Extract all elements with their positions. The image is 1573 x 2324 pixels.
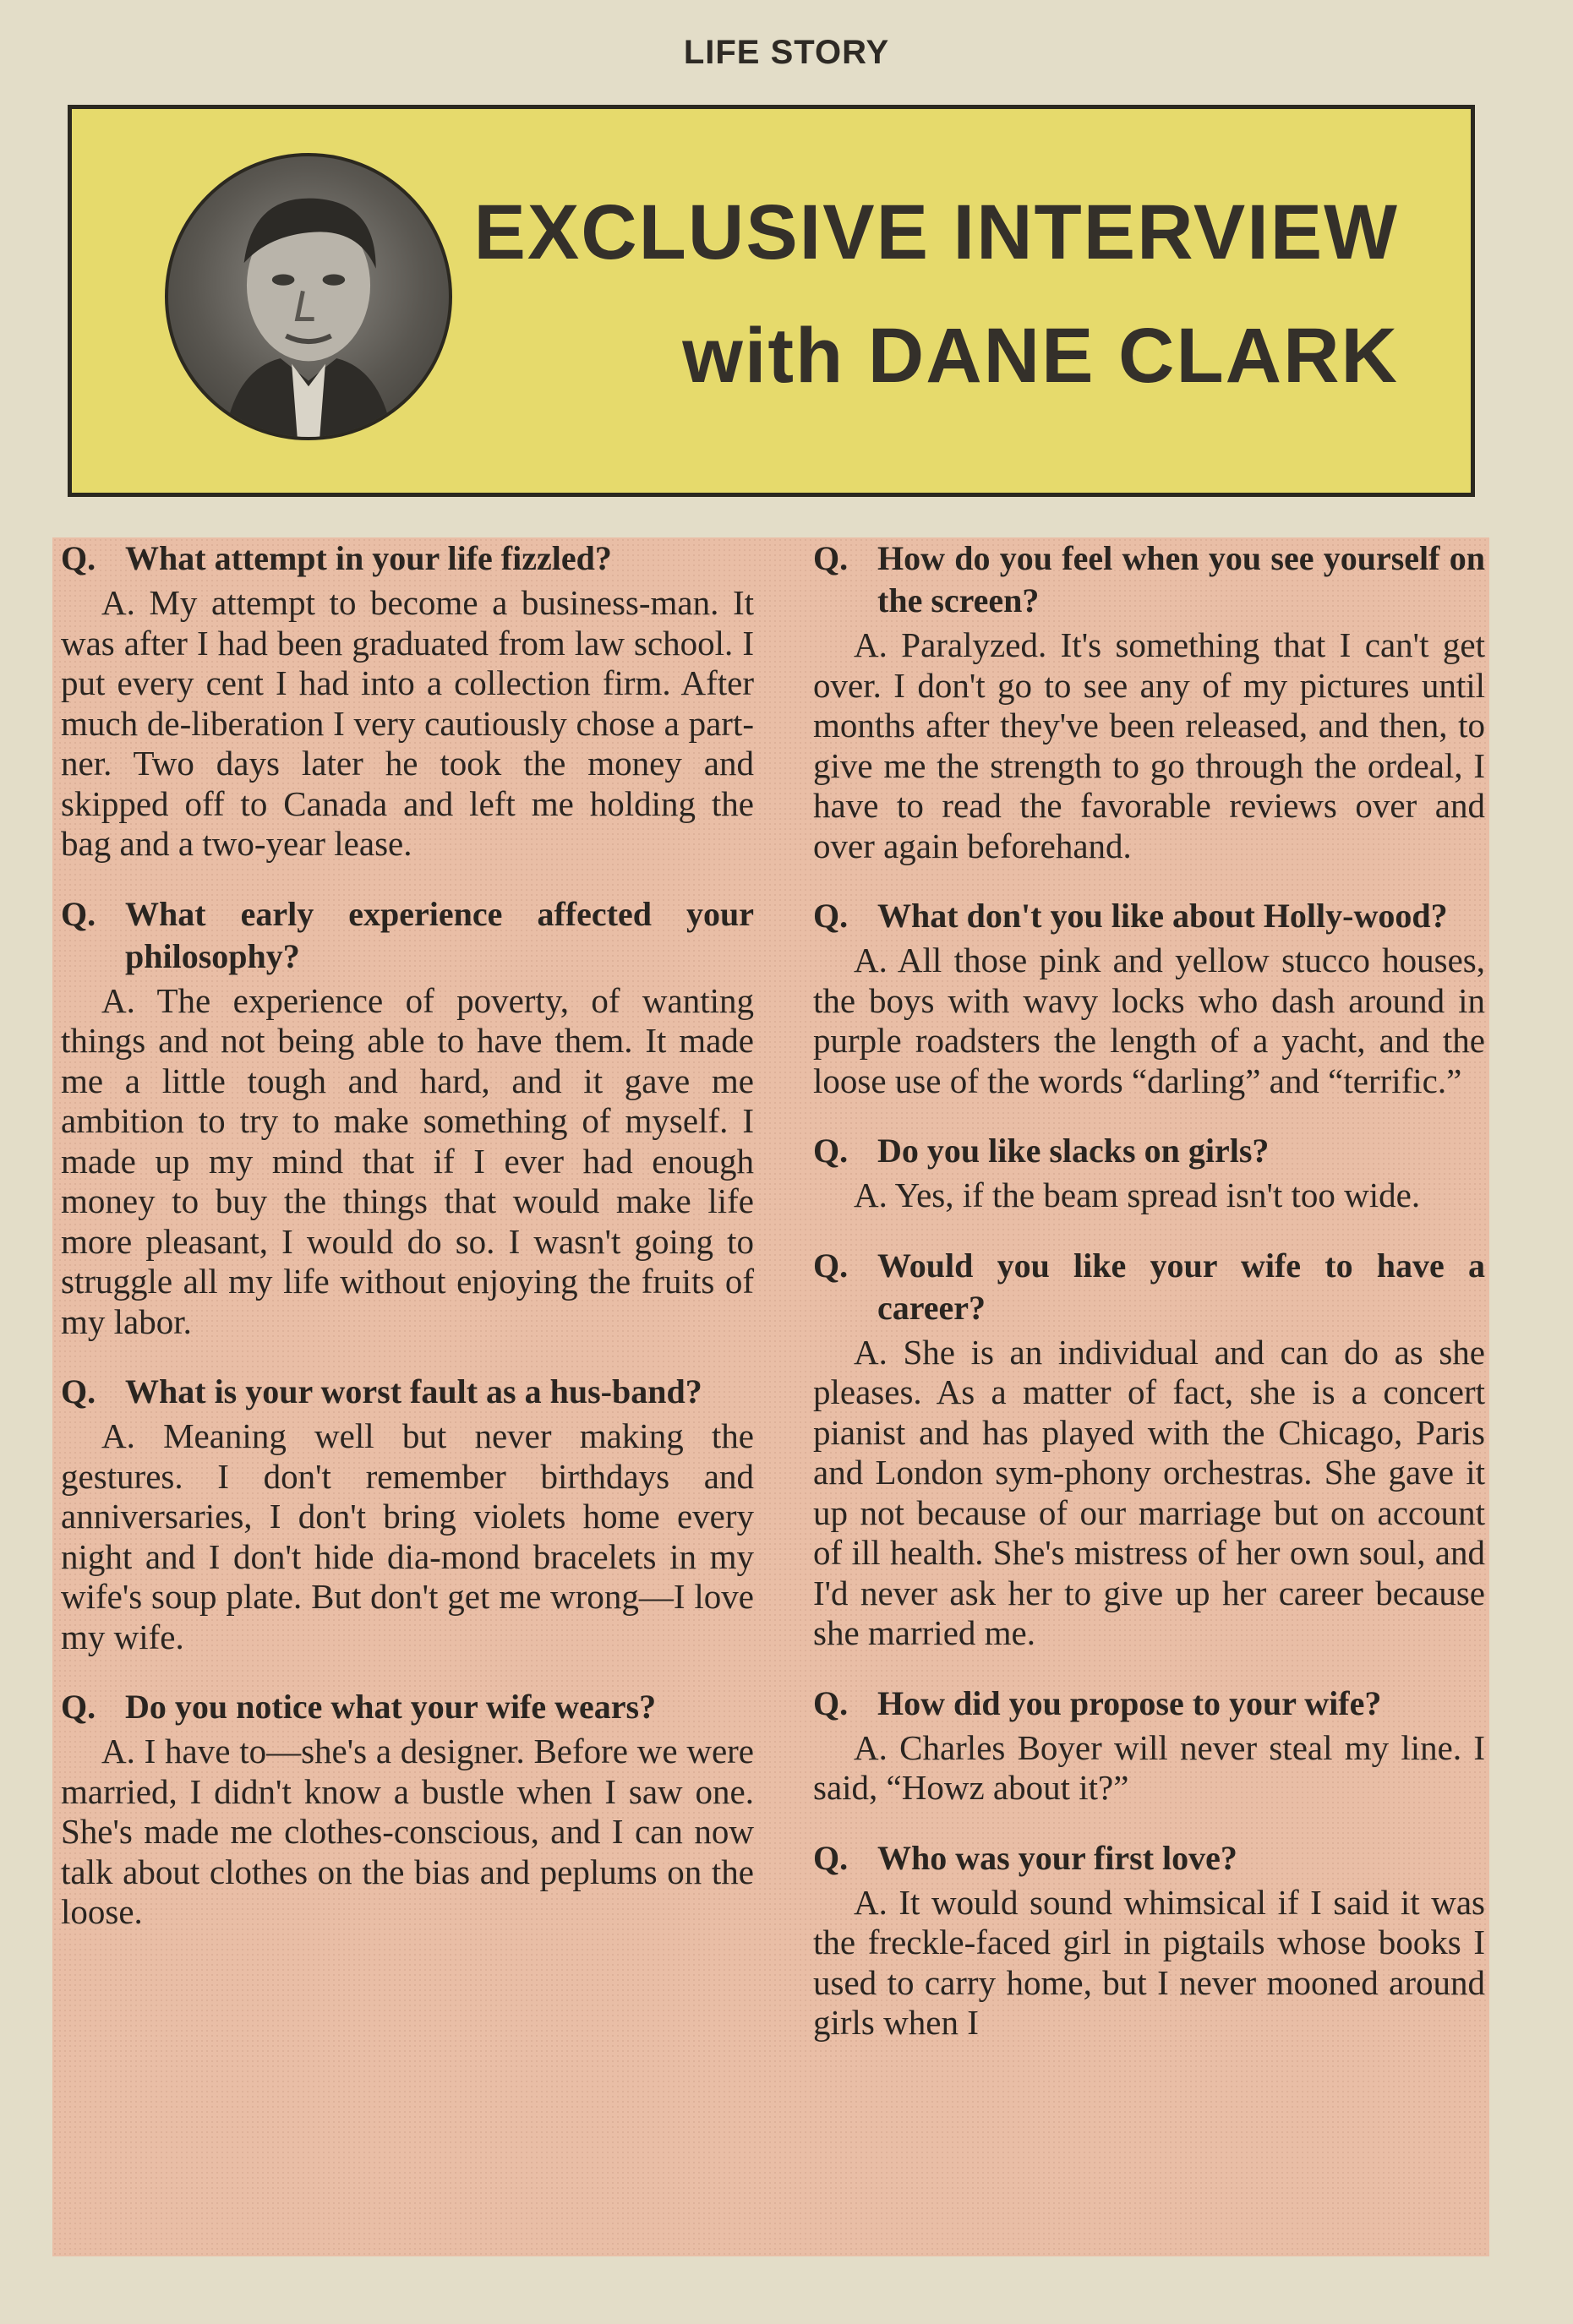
answer: A. Charles Boyer will never steal my line. I said, “Howz about it?”	[813, 1727, 1485, 1807]
answer: A. I have to—she's a designer. Before we were married, I didn't know a bustle when I saw one. She's made me clothes-conscious, and I can now talk about clothes on the bias and peplums on the loose.	[61, 1732, 754, 1931]
interview-body	[52, 537, 1489, 2256]
answer: A. Paralyzed. It's something that I can't get over. I don't go to see any of my pictures until months after they've been released, and then, to give me the strength to go through the ordeal, I have to read the favorable reviews over and over again beforehand.	[813, 625, 1485, 865]
question-label: Q.	[61, 1688, 96, 1726]
answer: A. My attempt to become a business-man. It was after I had been graduated from law school. I put every cent I had into a collection firm. After much de-liberation I very cautiously chose a part-ner. Two days later he took the money and skipped off to Canada and left me holding the bag and a two-year lease.	[61, 583, 754, 863]
question-label: Q.	[813, 1838, 849, 1877]
portrait-photo-icon	[165, 153, 452, 440]
qa-item	[61, 1686, 754, 1933]
qa-item	[61, 893, 754, 1343]
banner-title	[469, 189, 1433, 399]
question	[813, 537, 1485, 622]
qa-item	[813, 895, 1485, 1101]
title-banner	[68, 105, 1475, 497]
question-label: Q.	[813, 897, 849, 935]
running-head: LIFE STORY	[683, 34, 890, 71]
question-text: What don't you like about Holly-wood?	[877, 897, 1448, 935]
qa-item	[61, 537, 754, 865]
qa-item	[61, 1371, 754, 1657]
qa-item	[813, 1245, 1485, 1654]
question-text: Who was your first love?	[877, 1838, 1237, 1877]
left-column	[61, 537, 754, 1961]
question-label: Q.	[813, 1246, 849, 1285]
question	[61, 1371, 754, 1413]
question-text: What is your worst fault as a hus-band?	[125, 1372, 702, 1410]
banner-title-line2: with DANE CLARK	[682, 313, 1399, 399]
question-text: How do you feel when you see yourself on the screen?	[877, 539, 1485, 619]
qa-item	[813, 1683, 1485, 1808]
question-text: Would you like your wife to have a career?	[877, 1246, 1485, 1327]
question-text: How did you propose to your wife?	[877, 1683, 1382, 1722]
question-text: Do you notice what your wife wears?	[125, 1688, 657, 1726]
qa-item	[813, 1130, 1485, 1216]
question	[61, 1686, 754, 1728]
answer: A. All those pink and yellow stucco houses, the boys with wavy locks who dash around in purple roadsters the length of a yacht, and the loose use of the words “darling” and “terrific.”	[813, 941, 1485, 1100]
right-column	[813, 537, 1485, 2072]
question	[61, 893, 754, 978]
question-label: Q.	[61, 894, 96, 933]
question	[813, 1683, 1485, 1725]
answer: A. Meaning well but never making the gestures. I don't remember birthdays and anniversaries, I don't bring violets home every night and I don't hide dia-mond bracelets in my wife's soup plate. But don't get me wrong—I love my wife.	[61, 1416, 754, 1656]
question	[813, 1837, 1485, 1879]
qa-item	[813, 537, 1485, 866]
question	[61, 537, 754, 580]
question-text: What attempt in your life fizzled?	[125, 539, 612, 577]
question-text: What early experience affected your philosophy?	[125, 894, 754, 975]
answer: A. It would sound whimsical if I said it was the freckle-faced girl in pigtails whose books I used to carry home, but I never mooned around girls when I	[813, 1882, 1485, 2042]
answer: A. The experience of poverty, of wanting things and not being able to have them. It made me a little tough and hard, and it gave me ambition to try to make something of myself. I made up my mind that if I ever had enough money to buy the things that would make life more pleasant, I would do so. I wasn't going to struggle all my life without enjoying the fruits of my labor.	[61, 980, 754, 1341]
question-label: Q.	[813, 539, 849, 577]
question	[813, 1130, 1485, 1172]
question-label: Q.	[813, 1132, 849, 1170]
answer: A. She is an individual and can do as she pleases. As a matter of fact, she is a concert pianist and has played with the Chicago, Paris and London sym-phony orchestras. She gave it up not because of our marriage but on account of ill health. She's mistress of her own soul, and I'd never ask her to give up her career because she married me.	[813, 1332, 1485, 1652]
question	[813, 1245, 1485, 1329]
question-label: Q.	[61, 1372, 96, 1410]
question-text: Do you like slacks on girls?	[877, 1132, 1270, 1170]
banner-title-line1: EXCLUSIVE INTERVIEW	[473, 189, 1399, 275]
question-label: Q.	[813, 1683, 849, 1722]
qa-item	[813, 1837, 1485, 2043]
question-label: Q.	[61, 539, 96, 577]
question	[813, 895, 1485, 937]
answer: A. Yes, if the beam spread isn't too wide.	[854, 1176, 1421, 1214]
